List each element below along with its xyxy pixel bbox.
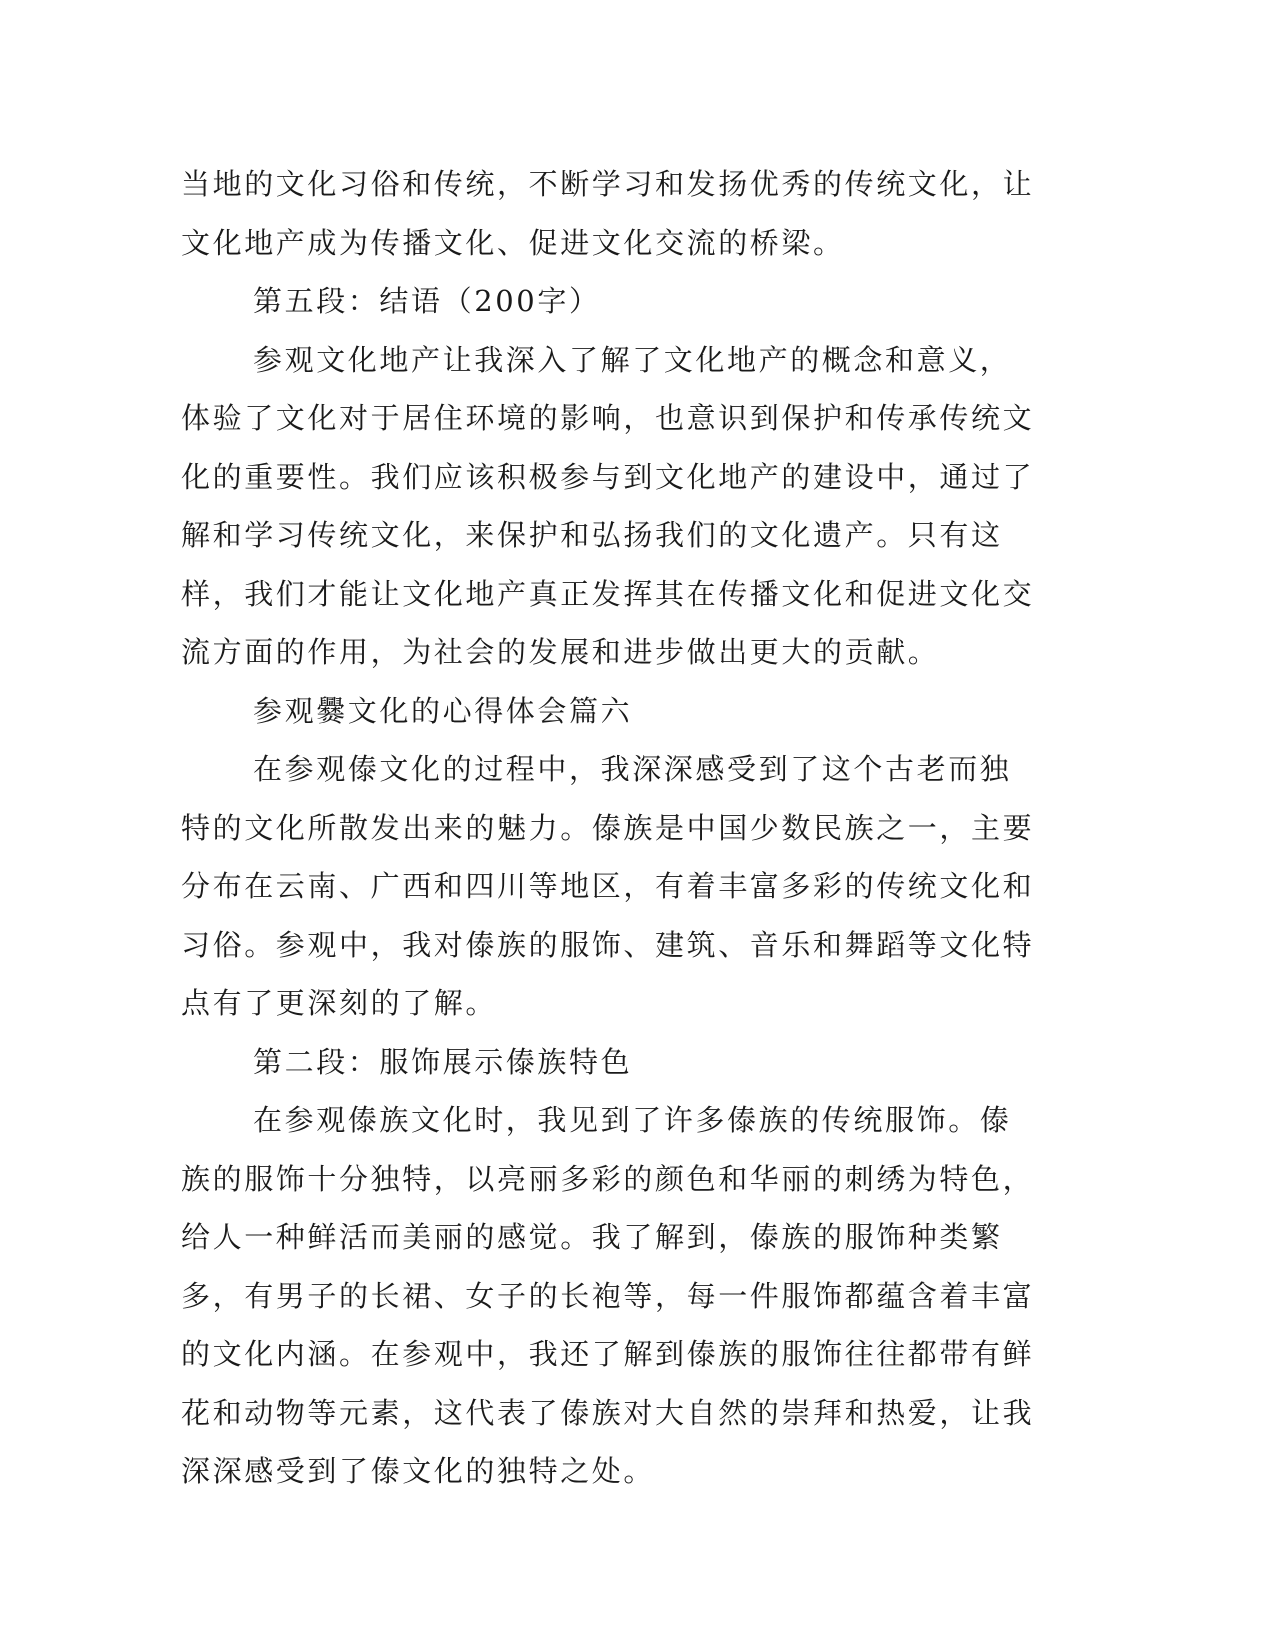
section-heading-conclusion: 第五段：结语（200字）	[253, 284, 601, 318]
section-heading-clothing: 第二段：服饰展示傣族特色	[253, 1044, 633, 1079]
paragraph-conclusion: 参观文化地产让我深入了解了文化地产的概念和意义，体验了文化对于居住环境的影响，也意识到保护和传承传统文化的重要性。我们应该积极参与到文化地产的建设中，通过了解和学习传统文化，来保护和弘扬我们的文化遗产。只有这样，我们才能让文化地产真正发挥其在传播文化和促进文化交流方面的作用，为社会的发展和进步做出更大的贡献。	[181, 342, 1035, 669]
paragraph-continuation: 当地的文化习俗和传统，不断学习和发扬优秀的传统文化，让文化地产成为传播文化、促进文化交流的桥梁。	[181, 167, 1035, 260]
paragraph-clothing: 在参观傣族文化时，我见到了许多傣族的传统服饰。傣族的服饰十分独特，以亮丽多彩的颜色和华丽的刺绣为特色，给人一种鲜活而美丽的感觉。我了解到，傣族的服饰种类繁多，有男子的长裙、女子的长袍等，每一件服饰都蕴含着丰富的文化内涵。在参观中，我还了解到傣族的服饰往往都带有鲜花和动物等元素，这代表了傣族对大自然的崇拜和热爱，让我深深感受到了傣文化的独特之处。	[181, 1103, 1035, 1488]
document-body	[181, 155, 1041, 1501]
paragraph-intro: 在参观傣文化的过程中，我深深感受到了这个古老而独特的文化所散发出来的魅力。傣族是中国少数民族之一，主要分布在云南、广西和四川等地区，有着丰富多彩的传统文化和习俗。参观中，我对傣族的服饰、建筑、音乐和舞蹈等文化特点有了更深刻的了解。	[181, 752, 1035, 1020]
article-title-part-six: 参观爨文化的心得体会篇六	[253, 693, 633, 728]
